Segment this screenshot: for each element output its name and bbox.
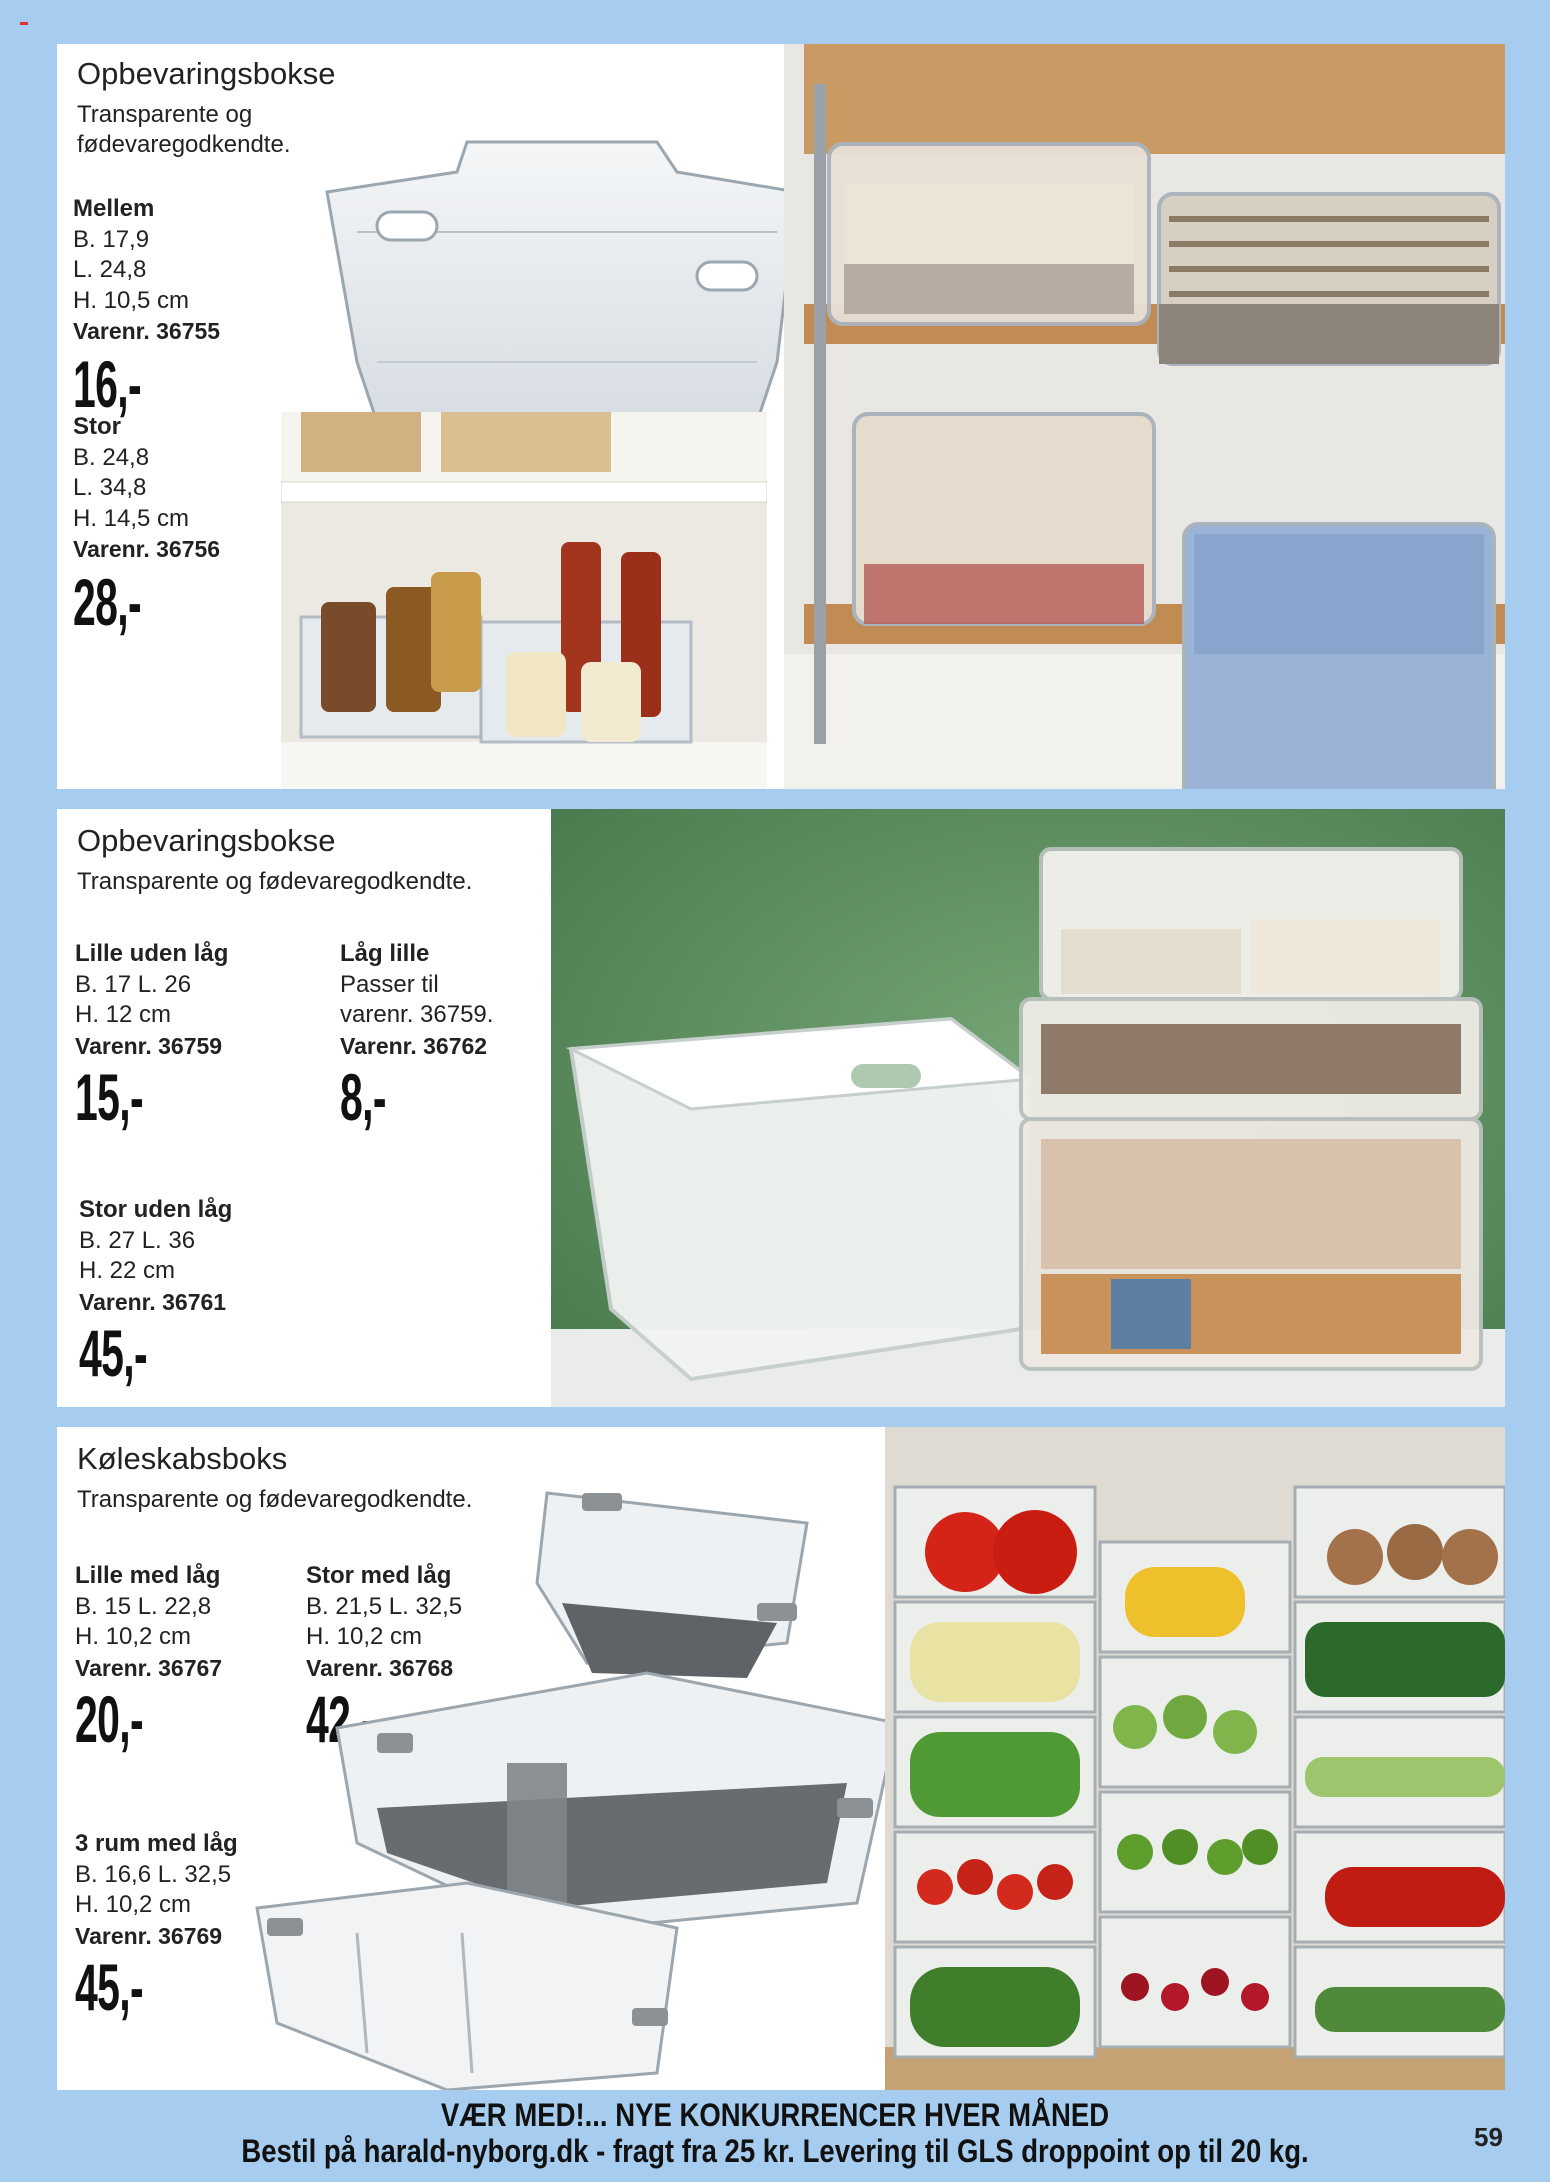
3-rum-med-laag-height: H. 10,2 cm — [75, 1891, 192, 1918]
clear-bin-product-image — [317, 132, 807, 432]
stor-med-laag-price: 42,- — [306, 1682, 375, 1756]
page-number: 59 — [1474, 2122, 1503, 2152]
laag-lille-name: Låg lille — [340, 940, 430, 967]
lille-uden-laag-name: Lille uden låg — [75, 940, 229, 967]
stor-length: L. 34,8 — [73, 474, 147, 501]
lille-med-laag-price: 20,- — [75, 1682, 144, 1756]
mellem-length: L. 24,8 — [73, 256, 147, 283]
stor-width: B. 24,8 — [73, 443, 150, 471]
3-rum-med-laag-dims: B. 16,6 L. 32,5 — [75, 1860, 232, 1888]
pantry-shelf-photo — [281, 412, 767, 789]
stor-med-laag-dims: B. 21,5 L. 32,5 — [306, 1592, 463, 1620]
stor-item-number: Varenr. 36756 — [73, 536, 221, 562]
lille-uden-laag-height: H. 12 cm — [75, 1001, 172, 1028]
3-rum-med-laag-name: 3 rum med låg — [75, 1830, 238, 1857]
3-rum-med-laag-specs — [75, 1829, 238, 1951]
lille-med-laag-specs — [75, 1561, 222, 1683]
lille-uden-laag-dims: B. 17 L. 26 — [75, 970, 192, 998]
mellem-price: 16,- — [73, 347, 142, 421]
mellem-name: Mellem — [73, 195, 155, 222]
mellem-width: B. 17,9 — [73, 225, 150, 253]
stor-uden-laag-height: H. 22 cm — [79, 1257, 176, 1284]
section-2-panel — [57, 809, 1505, 1407]
stacked-boxes-green-photo — [551, 809, 1505, 1407]
lille-uden-laag-price: 15,- — [75, 1060, 144, 1134]
stor-uden-laag-specs — [79, 1195, 232, 1317]
fridge-vegetables-photo — [885, 1427, 1505, 2090]
3-rum-med-laag-price: 45,- — [75, 1950, 144, 2024]
stor-med-laag-item-number: Varenr. 36768 — [306, 1654, 454, 1681]
lille-med-laag-item-number: Varenr. 36767 — [75, 1654, 223, 1681]
laag-lille-price: 8,- — [340, 1060, 386, 1134]
stor-specs — [73, 412, 220, 565]
lille-med-laag-name: Lille med låg — [75, 1562, 221, 1589]
3-rum-med-laag-item-number: Varenr. 36769 — [75, 1922, 223, 1949]
mellem-item-number: Varenr. 36755 — [73, 318, 221, 344]
stor-uden-laag-item-number: Varenr. 36761 — [79, 1288, 227, 1315]
footer-shipping-line: Bestil på harald-nyborg.dk - fragt fra 25 kr. Levering til GLS droppoint op til 20 kg. — [241, 2133, 1309, 2169]
stor-med-laag-height: H. 10,2 cm — [306, 1623, 423, 1650]
laag-lille-item-number: Varenr. 36762 — [340, 1032, 488, 1059]
stor-uden-laag-dims: B. 27 L. 36 — [79, 1226, 196, 1254]
section-1-subtitle: Transparente og fødevaregodkendte. — [77, 101, 291, 158]
lille-uden-laag-specs — [75, 939, 228, 1061]
lille-uden-laag-item-number: Varenr. 36759 — [75, 1032, 223, 1059]
stor-height: H. 14,5 cm — [73, 504, 190, 532]
fridge-boxes-product-image — [247, 1463, 963, 2090]
laag-lille-specs — [340, 939, 493, 1061]
laag-lille-line1: Passer til — [340, 970, 439, 998]
corner-mark — [20, 22, 28, 25]
lille-med-laag-dims: B. 15 L. 22,8 — [75, 1592, 212, 1620]
section-1-panel — [57, 44, 1505, 789]
stor-med-laag-name: Stor med låg — [306, 1562, 452, 1589]
stor-name: Stor — [73, 413, 121, 440]
stor-price: 28,- — [73, 565, 142, 639]
laag-lille-line2: varenr. 36759. — [340, 1001, 494, 1028]
section-3-title: Køleskabsboks — [77, 1441, 288, 1476]
stor-uden-laag-price: 45,- — [79, 1316, 148, 1390]
footer-competition-line: VÆR MED!... NYE KONKURRENCER HVER MÅNED — [440, 2097, 1110, 2133]
mellem-specs — [73, 194, 220, 347]
section-2-subtitle: Transparente og fødevaregodkendte. — [77, 868, 473, 895]
section-3-subtitle: Transparente og fødevaregodkendte. — [77, 1486, 473, 1513]
section-2-title: Opbevaringsbokse — [77, 823, 336, 858]
section-1-title: Opbevaringsbokse — [77, 56, 336, 91]
mellem-height: H. 10,5 cm — [73, 286, 190, 314]
stor-uden-laag-name: Stor uden låg — [79, 1196, 233, 1223]
clothes-shelf-photo — [784, 44, 1505, 789]
lille-med-laag-height: H. 10,2 cm — [75, 1623, 192, 1650]
section-3-panel — [57, 1427, 1505, 2090]
